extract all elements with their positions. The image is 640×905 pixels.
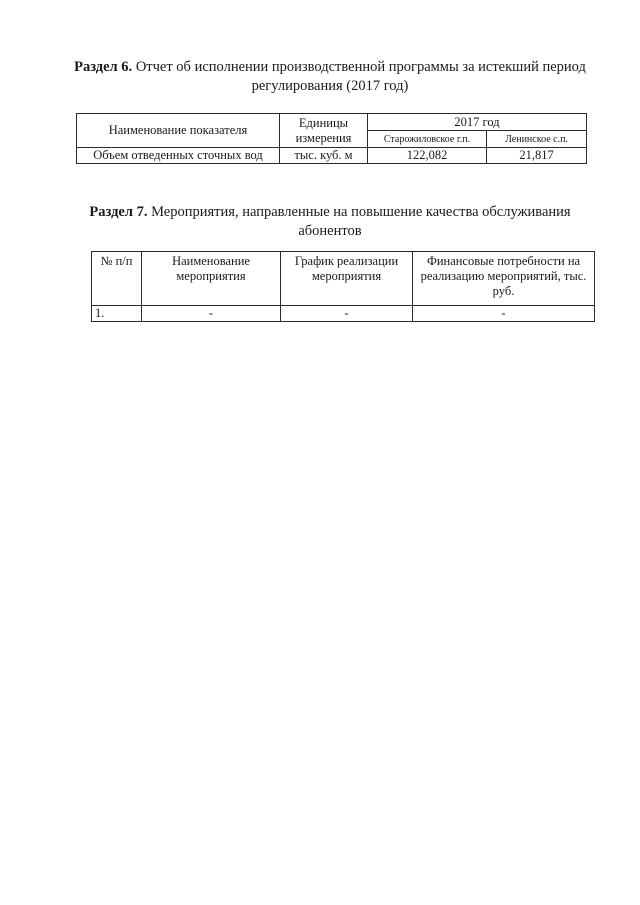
cell-value-1: 122,082 bbox=[368, 148, 487, 164]
header-settlement-2: Ленинское с.п. bbox=[487, 131, 587, 148]
measures-table bbox=[91, 251, 595, 322]
table-header-row bbox=[92, 252, 595, 306]
cell-num: 1. bbox=[92, 306, 142, 322]
table-row bbox=[92, 306, 595, 322]
cell-schedule: - bbox=[281, 306, 413, 322]
section-6-title bbox=[60, 58, 600, 96]
header-finance: Финансовые потребности на реализацию мероприятий, тыс. руб. bbox=[413, 252, 595, 306]
table-header-row bbox=[77, 114, 587, 131]
cell-units: тыс. куб. м bbox=[280, 148, 368, 164]
header-settlement-1: Старожиловское г.п. bbox=[368, 131, 487, 148]
cell-finance: - bbox=[413, 306, 595, 322]
cell-name: - bbox=[142, 306, 281, 322]
section-6-heading: Отчет об исполнении производственной программы за истекший период регулирования (2017 год) bbox=[135, 59, 586, 94]
cell-value-2: 21,817 bbox=[487, 148, 587, 164]
header-year: 2017 год bbox=[368, 114, 587, 131]
section-7-heading: Мероприятия, направленные на повышение качества обслуживания абонентов bbox=[151, 204, 571, 239]
section-7-title bbox=[60, 203, 600, 241]
section-7-number: Раздел 7. bbox=[89, 204, 148, 220]
table-row bbox=[77, 148, 587, 164]
header-units: Единицы измерения bbox=[280, 114, 368, 148]
header-schedule: График реализации мероприятия bbox=[281, 252, 413, 306]
section-6-number: Раздел 6. bbox=[74, 59, 133, 75]
production-program-table bbox=[76, 113, 587, 164]
cell-indicator: Объем отведенных сточных вод bbox=[77, 148, 280, 164]
header-indicator: Наименование показателя bbox=[77, 114, 280, 148]
header-name: Наименование мероприятия bbox=[142, 252, 281, 306]
header-num: № п/п bbox=[92, 252, 142, 306]
